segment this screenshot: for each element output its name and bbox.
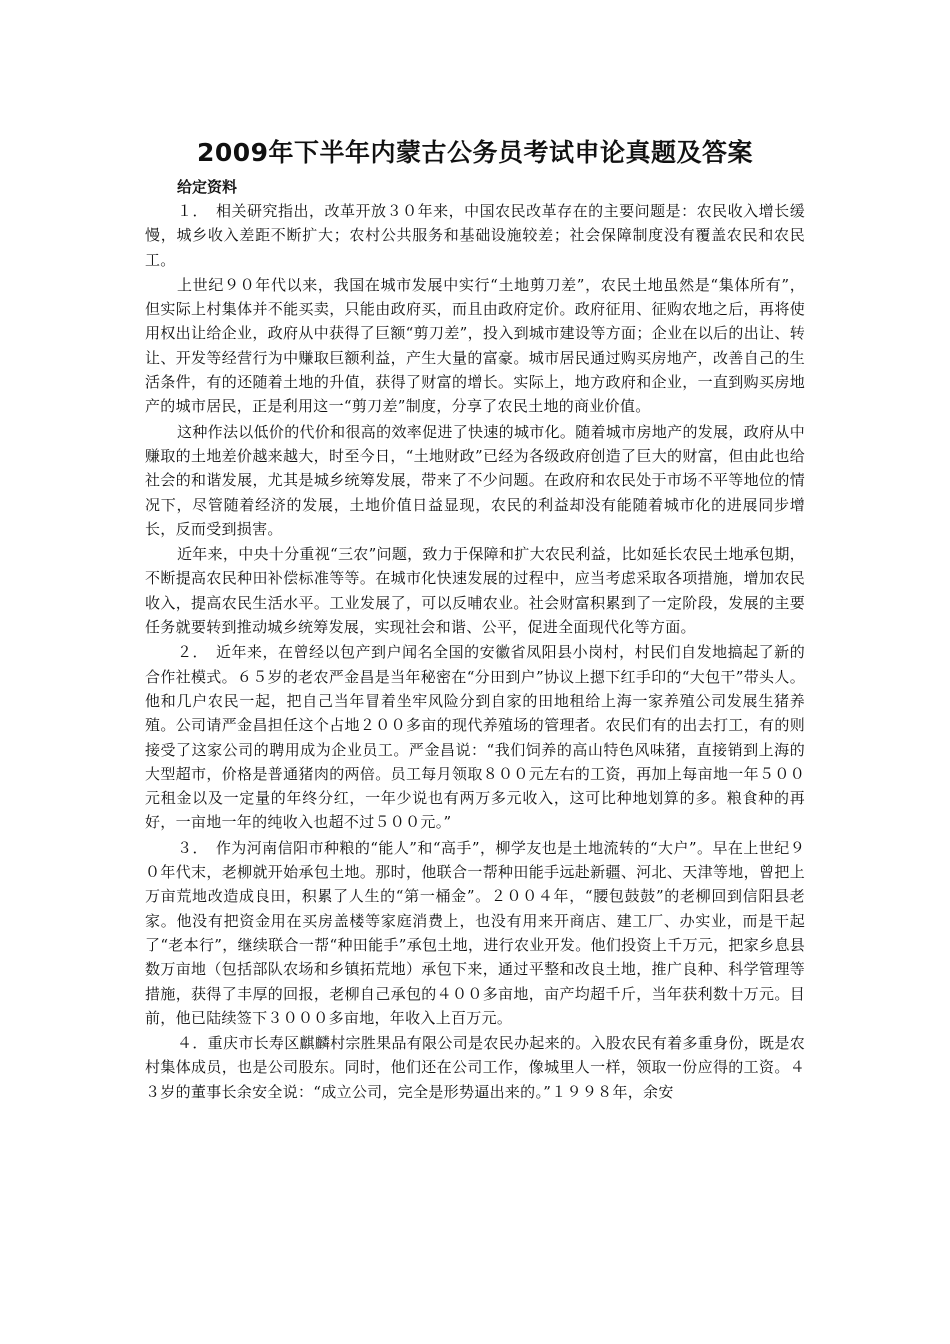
paragraph-5: ２． 近年来，在曾经以包产到户闻名全国的安徽省凤阳县小岗村，村民们自发地搞起了新的合作社模式。６５岁的老农严金昌是当年秘密在“分田到户”协议上摁下红手印的“大包干”带头人。他和几户农民一起，把自己当年冒着坐牢风险分到自家的田地租给上海一家养殖公司发展生猪养殖。公司请严金昌担任这个占地２００多亩的现代养殖场的管理者。农民们有的出去打工，有的则接受了这家公司的聘用成为企业员工。严金昌说：“我们饲养的高山特色风味猪，直接销到上海的大型超市，价格是普通猪肉的两倍。员工每月领取８００元左右的工资，再加上每亩地一年５００元租金以及一定量的年终分红，一年少说也有两万多元收入，这可比种地划算的多。粮食种的再好，一亩地一年的纯收入也超不过５００元。” <box>145 643 805 832</box>
paragraph-1: １． 相关研究指出，改革开放３０年来，中国农民改革存在的主要问题是：农民收入增长缓慢，城乡收入差距不断扩大；农村公共服务和基础设施较差；社会保障制度没有覆盖农民和农民工。 <box>145 202 805 269</box>
paragraph-4: 近年来，中央十分重视“三农”问题，致力于保障和扩大农民利益，比如延长农民土地承包期，不断提高农民种田补偿标准等等。在城市化快速发展的过程中，应当考虑采取各项措施，增加农民收入，提高农民生活水平。工业发展了，可以反哺农业。社会财富积累到了一定阶段，发展的主要任务就要转到推动城乡统筹发展，实现社会和谐、公平，促进全面现代化等方面。 <box>145 545 805 637</box>
document-page <box>145 135 805 1104</box>
paragraph-7: ４．重庆市长寿区麒麟村宗胜果品有限公司是农民办起来的。入股农民有着多重身份，既是农村集体成员，也是公司股东。同时，他们还在公司工作，像城里人一样，领取一份应得的工资。４３岁的董事长余安全说：“成立公司，完全是形势逼出来的。”１９９８年，余安 <box>145 1034 805 1101</box>
paragraph-3: 这种作法以低价的代价和很高的效率促进了快速的城市化。随着城市房地产的发展，政府从中赚取的土地差价越来越大，时至今日，“土地财政”已经为各级政府创造了巨大的财富，但由此也给社会的和谐发展，尤其是城乡统筹发展，带来了不少问题。在政府和农民处于市场不平等地位的情况下，尽管随着经济的发展，土地价值日益显现，农民的利益却没有能随着城市化的进展同步增长，反而受到损害。 <box>145 422 805 538</box>
document-title: 2009年下半年内蒙古公务员考试申论真题及答案 <box>196 138 754 167</box>
section-label: 给定资料 <box>177 178 238 196</box>
paragraph-6: ３． 作为河南信阳市种粮的“能人”和“高手”，柳学友也是土地流转的“大户”。早在上世纪９０年代末，老柳就开始承包土地。那时，他联合一帮种田能手远赴新疆、河北、天津等地，曾把上万亩荒地改造成良田，积累了人生的“第一桶金”。２００４年，“腰包鼓鼓”的老柳回到信阳县老家。他没有把资金用在买房盖楼等家庭消费上，也没有用来开商店、建工厂、办实业，而是干起了“老本行”，继续联合一帮“种田能手”承包土地，进行农业开发。他们投资上千万元，把家乡息县数万亩地（包括部队农场和乡镇拓荒地）承包下来，通过平整和改良土地，推广良种、科学管理等措施，获得了丰厚的回报，老柳自己承包的４００多亩地，亩产均超千斤，当年获利数十万元。目前，他已陆续签下３０００多亩地，年收入上百万元。 <box>145 838 805 1027</box>
paragraph-2: 上世纪９０年代以来，我国在城市发展中实行“土地剪刀差”，农民土地虽然是“集体所有”，但实际上村集体并不能买卖，只能由政府买，而且由政府定价。政府征用、征购农地之后，再将使用权出让给企业，政府从中获得了巨额“剪刀差”，投入到城市建设等方面；企业在以后的出让、转让、开发等经营行为中赚取巨额利益，产生大量的富豪。城市居民通过购买房地产，改善自己的生活条件，有的还随着土地的升值，获得了财富的增长。实际上，地方政府和企业，一直到购买房地产的城市居民，正是利用这一“剪刀差”制度，分享了农民土地的商业价值。 <box>145 275 805 416</box>
